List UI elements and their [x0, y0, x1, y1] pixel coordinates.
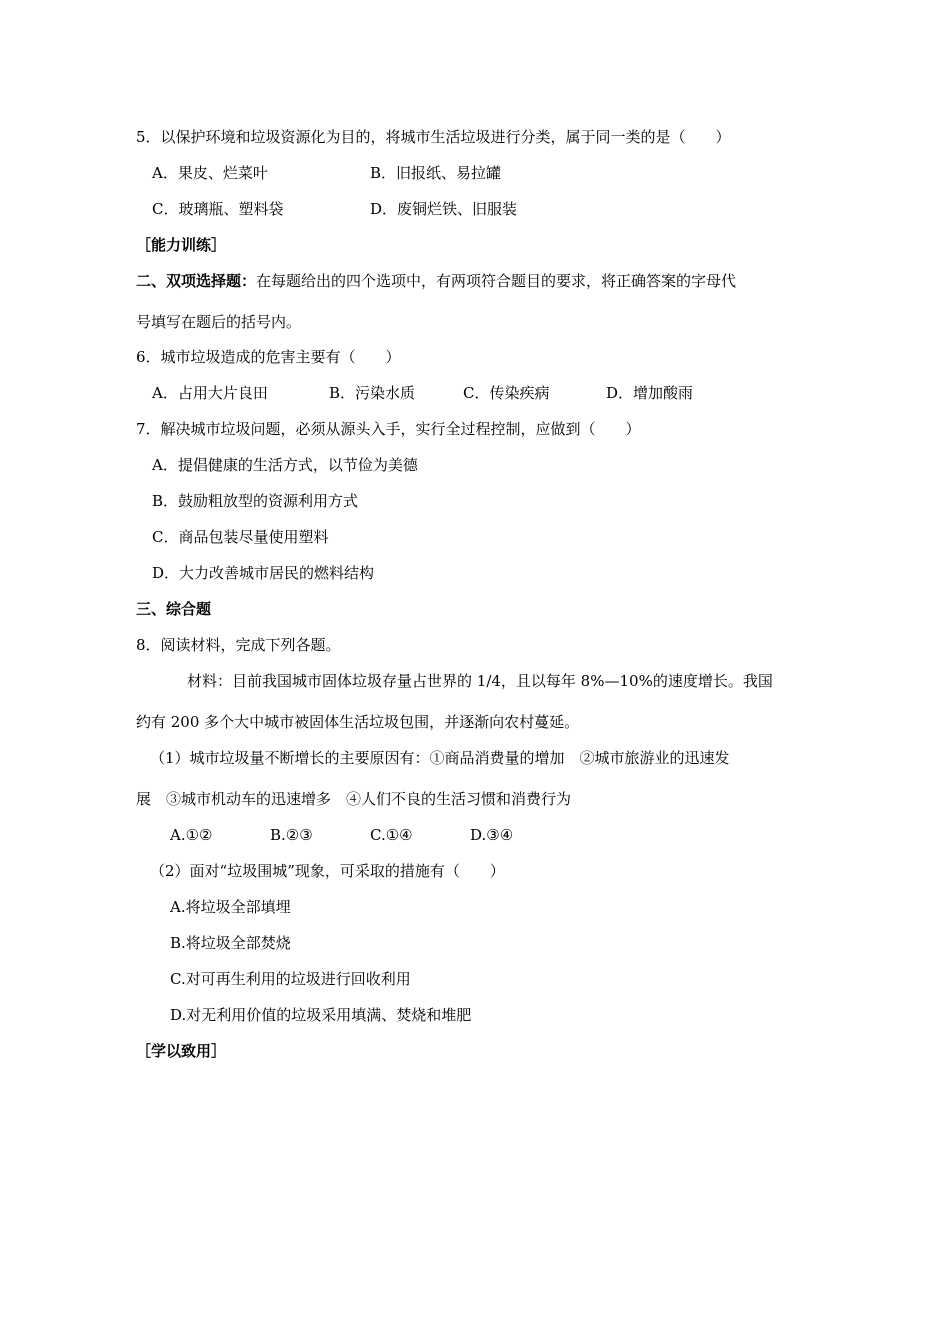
q6-option-d: D．增加酸雨 [606, 384, 694, 402]
q7-stem: 7．解决城市垃圾问题，必须从源头入手，实行全过程控制，应做到（ ） [136, 420, 641, 438]
q5-stem: 5．以保护环境和垃圾资源化为目的，将城市生活垃圾进行分类，属于同一类的是（ ） [136, 128, 731, 146]
q6-option-b: B．污染水质 [329, 384, 416, 402]
q8-sub2-stem: （2）面对“垃圾围城”现象，可采取的措施有（ ） [150, 862, 505, 880]
section2-instruction-1: 在每题给出的四个选项中，有两项符合题目的要求，将正确答案的字母代 [256, 272, 737, 290]
section-heading-apply: ［学以致用］ [136, 1042, 227, 1060]
q8-sub2-option-c: C.对可再生利用的垃圾进行回收利用 [170, 970, 411, 988]
q8-sub1-option-c: C.①④ [370, 826, 413, 844]
section2-title: 二、双项选择题： [136, 272, 257, 290]
q8-sub1-stem-line2: 展 ③城市机动车的迅速增多 ④人们不良的生活习惯和消费行为 [136, 790, 572, 808]
q7-option-d: D．大力改善城市居民的燃料结构 [152, 564, 375, 582]
q6-option-a: A．占用大片良田 [152, 384, 268, 402]
q5-option-a: A．果皮、烂菜叶 [152, 164, 268, 182]
section3-title: 三、综合题 [136, 600, 212, 618]
q8-material-line1: 材料：目前我国城市固体垃圾存量占世界的 1/4，且以每年 8%—10%的速度增长。我国 [187, 672, 773, 690]
q8-sub1-option-b: B.②③ [270, 826, 313, 844]
q5-option-c: C．玻璃瓶、塑料袋 [152, 200, 284, 218]
q5-option-d: D．废铜烂铁、旧服装 [370, 200, 518, 218]
section2-instruction-2: 号填写在题后的括号内。 [136, 313, 302, 331]
q8-sub2-option-b: B.将垃圾全部焚烧 [170, 934, 291, 952]
q8-sub1-stem-line1: （1）城市垃圾量不断增长的主要原因有：①商品消费量的增加 ②城市旅游业的迅速发 [150, 749, 730, 767]
q7-option-b: B．鼓励粗放型的资源利用方式 [152, 492, 359, 510]
section-heading-ability: ［能力训练］ [136, 236, 227, 254]
q8-sub2-option-d: D.对无利用价值的垃圾采用填满、焚烧和堆肥 [170, 1006, 472, 1024]
section2-line1 [136, 271, 736, 291]
q7-option-c: C．商品包装尽量使用塑料 [152, 528, 329, 546]
q6-stem: 6．城市垃圾造成的危害主要有（ ） [136, 348, 401, 366]
q8-material-line2: 约有 200 多个大中城市被固体生活垃圾包围，并逐渐向农村蔓延。 [136, 713, 580, 731]
q8-stem: 8．阅读材料，完成下列各题。 [136, 636, 341, 654]
q7-option-a: A．提倡健康的生活方式，以节俭为美德 [152, 456, 418, 474]
q5-option-b: B．旧报纸、易拉罐 [370, 164, 502, 182]
q6-option-c: C．传染疾病 [463, 384, 550, 402]
q8-sub1-option-d: D.③④ [470, 826, 514, 844]
q8-sub1-option-a: A.①② [170, 826, 213, 844]
q8-sub2-option-a: A.将垃圾全部填埋 [170, 898, 291, 916]
